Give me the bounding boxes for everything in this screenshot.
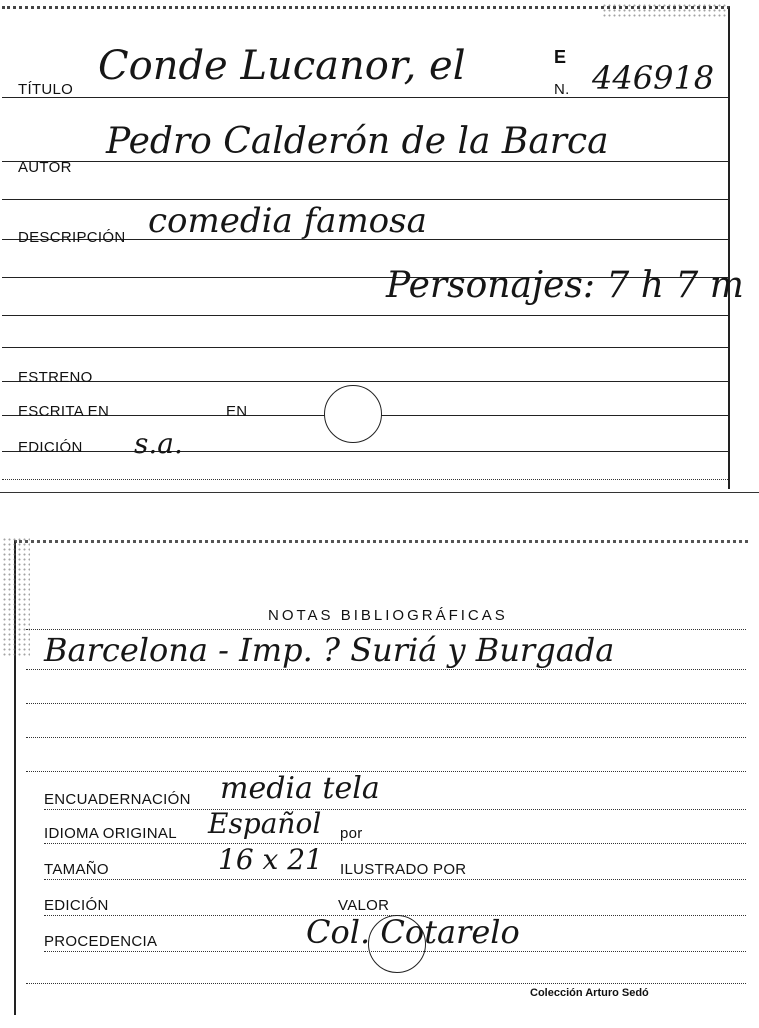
escrita-label: ESCRITA EN [18,403,110,420]
punch-hole [324,385,382,443]
rule-final [26,983,746,984]
card-divider [0,492,759,493]
rule-tamano [44,879,746,880]
procedencia-value: Col. Cotarelo [306,913,520,951]
edicion-back-label: EDICIÓN [44,897,109,914]
rule-notes-2 [26,669,746,670]
titulo-label: TÍTULO [18,81,74,98]
rule-notes-1 [26,629,746,630]
descripcion-value: comedia famosa [148,201,427,241]
tamano-label: TAMAÑO [44,861,109,878]
number-value: 446918 [592,59,715,97]
notes-line-1: Barcelona - Imp. ? Suriá y Burgada [44,631,615,669]
rule-bottom [2,479,728,480]
rule-2 [2,199,728,200]
tamano-value: 16 x 21 [218,843,323,876]
valor-label: VALOR [338,897,390,914]
autor-label: AUTOR [18,159,72,176]
encuadernacion-label: ENCUADERNACIÓN [44,791,191,808]
collection-footer: Colección Arturo Sedó [530,987,649,999]
idioma-label: IDIOMA ORIGINAL [44,825,177,842]
estreno-label: ESTRENO [18,369,93,386]
catalog-card-front [2,6,744,489]
rule-6 [2,347,728,348]
personajes-value: Personajes: 7 h 7 m [386,265,744,306]
escrita-en-label: EN [226,403,248,420]
notes-heading: NOTAS BIBLIOGRÁFICAS [268,607,508,624]
punch-hole-back [368,915,426,973]
catalog-card-back [14,540,748,1015]
edicion-label: EDICIÓN [18,439,83,456]
rule-notes-4 [26,737,746,738]
number-mark: E [554,47,567,67]
titulo-value: Conde Lucanor, el [98,43,466,89]
procedencia-label: PROCEDENCIA [44,933,158,950]
autor-value: Pedro Calderón de la Barca [106,121,609,162]
por-label: por [340,825,363,842]
rule-titulo [2,97,728,98]
ilustrado-label: ILUSTRADO POR [340,861,467,878]
rule-notes-5 [26,771,746,772]
number-label: N. [554,81,570,98]
rule-notes-3 [26,703,746,704]
edicion-value: s.a. [134,427,183,460]
rule-edicion [2,451,728,452]
paper-speckle [602,3,728,17]
rule-procedencia [44,951,746,952]
rule-encuadernacion [44,809,746,810]
rule-idioma [44,843,746,844]
idioma-value: Español [208,807,322,840]
descripcion-label: DESCRIPCIÓN [18,229,126,246]
encuadernacion-value: media tela [220,771,380,806]
rule-personajes [2,315,728,316]
paper-speckle [2,537,30,657]
rule-estreno [2,381,728,382]
